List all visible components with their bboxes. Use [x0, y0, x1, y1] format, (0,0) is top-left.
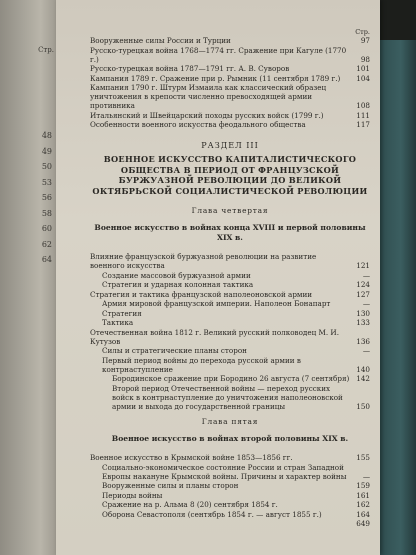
toc-entry — [90, 318, 370, 327]
toc-entry-page: 97 — [360, 36, 370, 45]
toc-entry — [90, 64, 370, 73]
toc-entry-page: — — [362, 299, 370, 308]
page-folio: 649 — [356, 519, 370, 528]
toc-entry — [90, 280, 370, 289]
toc-entry-page: 130 — [356, 308, 370, 318]
toc-entry — [90, 453, 370, 462]
toc-entry-text: Кампания 1790 г. Штурм Измаила как классический образец уничтожения в крепости численно превосходящей армии противника — [90, 83, 327, 110]
left-number: 64 — [41, 255, 52, 264]
left-number: 60 — [41, 224, 52, 233]
toc-entry-page: 117 — [356, 120, 370, 129]
toc-entry-text: Социально-экономическое состояние России и стран Западной Европы накануне Крымской войны. Причины и характер войны — [102, 462, 347, 481]
toc-entry-page: 162 — [356, 500, 370, 509]
toc-entry — [90, 74, 370, 83]
toc-entry-page: 161 — [356, 490, 370, 500]
toc-entry-text: Второй период Отечественной войны — переход русских войск в контрнаступление до уничтожения наполеоновской армии и выхода до государственной границы — [112, 383, 343, 411]
toc-entry — [90, 500, 370, 509]
toc-entry-page: 101 — [356, 64, 370, 73]
toc-entry — [90, 481, 370, 490]
toc-entry-text: Периоды войны — [102, 490, 163, 500]
left-number: 50 — [41, 162, 52, 171]
toc-entry — [90, 111, 370, 120]
toc-entry — [90, 36, 370, 45]
toc-entry-page: 121 — [356, 261, 370, 270]
toc-entry-page: 150 — [356, 401, 370, 411]
toc-entry — [90, 299, 370, 308]
toc-entry-page: 133 — [356, 318, 370, 327]
toc-entry — [90, 120, 370, 129]
toc-entry-text: Первый период войны до перехода русской армии в контрнаступление — [102, 355, 301, 374]
toc-entry-page: 136 — [356, 336, 370, 346]
toc-entry-page: 164 — [356, 509, 370, 519]
left-page — [0, 0, 58, 555]
toc-entry — [90, 346, 370, 355]
chapter-4-title: Военное искусство в войнах конца XVIII и первой половины XIX в. — [94, 223, 366, 242]
toc-entry-text: Вооруженные силы и планы сторон — [102, 481, 239, 490]
toc-entry-text: Бородинское сражение при Бородино 26 августа (7 сентября) — [112, 374, 350, 383]
toc-entry — [90, 46, 370, 64]
toc-entry — [90, 510, 370, 519]
toc-entry — [90, 309, 370, 318]
chapter-5-label: Глава пятая — [201, 416, 259, 426]
toc-entry-page: — — [362, 346, 370, 355]
toc-entry-text: Итальянский и Швейцарский походы русских войск (1799 г.) — [90, 110, 324, 120]
toc-entry-text: Вооруженные силы России и Турции — [90, 36, 231, 45]
folio-row — [90, 519, 370, 528]
chapter-5-title: Военное искусство в войнах второй половины XIX в. — [111, 433, 349, 443]
book-cover-edge — [378, 40, 416, 555]
toc-entry-text: Сражение на р. Альма 8 (20) сентября 1854 г. — [102, 500, 278, 509]
section-title: РАЗДЕЛ III — [201, 141, 259, 150]
contents-page — [56, 0, 380, 555]
toc-entry-page: 159 — [356, 481, 370, 490]
toc-entry-page: 104 — [356, 73, 370, 83]
toc-entry-text: Стратегия — [102, 308, 142, 318]
toc-entry-text: Стратегия и ударная колонная тактика — [102, 280, 254, 289]
toc-entry-page: 111 — [356, 110, 370, 120]
toc-entry-text: Отечественная война 1812 г. Великий русский полководец М. И. Кутузов — [90, 327, 339, 346]
left-number: 56 — [41, 193, 52, 202]
left-number: 49 — [41, 146, 52, 156]
toc-entry — [90, 491, 370, 500]
left-number: 48 — [41, 131, 52, 140]
toc-entry — [90, 271, 370, 280]
left-number: 58 — [41, 208, 52, 218]
table-of-contents — [90, 28, 370, 529]
toc-entry-text: Армия мировой французской империи. Наполеон Бонапарт — [102, 299, 331, 308]
toc-entry-page: 98 — [360, 54, 370, 64]
left-number: 53 — [41, 177, 52, 187]
toc-entry — [90, 328, 370, 346]
toc-entry — [90, 252, 370, 270]
toc-entry-text: Военное искусство в Крымской войне 1853—1856 гг. — [90, 453, 293, 462]
toc-entry-text: Русско-турецкая война 1787—1791 гг. А. В. Суворов — [90, 64, 290, 73]
toc-entry — [90, 463, 370, 481]
toc-entry-text: Тактика — [102, 318, 134, 327]
toc-entry-page: 155 — [356, 453, 370, 462]
toc-entry-text: Кампания 1789 г. Сражение при р. Рымник (11 сентября 1789 г.) — [90, 73, 341, 83]
toc-entry-text: Стратегия и тактика французской наполеоновской армии — [90, 289, 313, 299]
chapter-4-entries — [90, 252, 370, 411]
page-column-label: Стр. — [355, 28, 370, 36]
chapter-5-entries — [90, 453, 370, 519]
left-number: 62 — [41, 239, 52, 249]
toc-entry-text: Русско-турецкая война 1768—1774 гг. Сражение при Кагуле (1770 г.) — [90, 45, 347, 64]
toc-entry-text: Оборона Севастополя (сентябрь 1854 г. — август 1855 г.) — [102, 509, 322, 519]
toc-entry — [90, 83, 370, 110]
toc-entry-page: 127 — [356, 289, 370, 299]
toc-entry-text: Особенности военного искусства феодального общества — [90, 120, 306, 129]
toc-entry-page: 124 — [356, 280, 370, 289]
toc-entry — [90, 374, 370, 383]
toc-entry-page: 142 — [356, 374, 370, 383]
toc-entry-page: 108 — [356, 101, 370, 110]
toc-entry — [90, 356, 370, 374]
toc-entry — [90, 290, 370, 299]
chapter-4-label: Глава четвертая — [191, 206, 269, 215]
toc-entry — [90, 384, 370, 411]
toc-entry-page: — — [362, 270, 370, 280]
left-page-numbers — [42, 128, 52, 268]
toc-entry-text: Силы и стратегические планы сторон — [102, 346, 247, 355]
section-heading: ВОЕННОЕ ИСКУССТВО КАПИТАЛИСТИЧЕСКОГО ОБЩЕСТВА В ПЕРИОД ОТ ФРАНЦУЗСКОЙ БУРЖУАЗНОЙ РЕВОЛЮЦИИ ДО ВЕЛИКОЙ ОКТЯБРЬСКОЙ СОЦИАЛИСТИЧЕСКОЙ РЕВОЛЮЦИИ — [92, 154, 368, 196]
left-page-str-label: Стр. — [38, 46, 54, 54]
toc-entry-text: Создание массовой буржуазной армии — [102, 270, 251, 280]
toc-entry-text: Влияние французской буржуазной революции на развитие военного искусства — [90, 252, 317, 270]
toc-entry-page: 140 — [356, 364, 370, 374]
toc-entry-page: — — [362, 471, 370, 481]
top-entries — [90, 36, 370, 129]
